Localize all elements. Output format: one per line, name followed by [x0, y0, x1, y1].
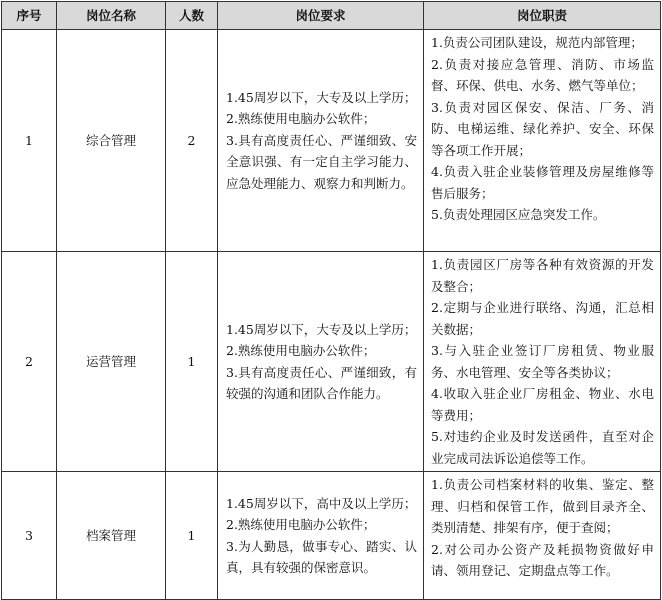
row-count: 1	[166, 252, 218, 472]
requirement-item: 2.熟练使用电脑办公软件；	[226, 343, 376, 358]
table-row	[2, 252, 661, 472]
header-count: 人数	[166, 2, 218, 30]
duty-item: 2.负责对接应急管理、消防、市场监督、环保、供电、水务、燃气等单位；	[431, 56, 654, 93]
duty-item: 2.定期与企业进行联络、沟通，汇总相关数据；	[431, 300, 654, 337]
table-row	[2, 30, 661, 252]
requirement-item: 1.45周岁以下，大专及以上学历；	[226, 89, 417, 105]
job-positions-table	[1, 1, 661, 600]
duty-item: 4.负责入驻企业装修管理及房屋维修等售后服务；	[431, 164, 654, 201]
requirement-item: 1.45周岁以下，高中及以上学历；	[226, 495, 417, 511]
row-requirements	[218, 472, 424, 600]
row-requirements	[218, 30, 424, 252]
duty-item: 5.对违约企业及时发送函件，直至对企业完成司法诉讼追偿等工作。	[431, 429, 654, 466]
duty-item: 5.负责处理园区应急突发工作。	[431, 207, 606, 222]
row-duties	[424, 30, 661, 252]
requirement-item: 2.熟练使用电脑办公软件；	[226, 111, 376, 127]
requirement-item: 3.具有高度责任心、严谨细致、安全意识强、有一定自主学习能力、应急处理能力、观察力和判断力。	[226, 132, 417, 191]
row-title: 运营管理	[57, 252, 166, 472]
row-duties	[424, 252, 661, 472]
header-no: 序号	[2, 2, 57, 30]
requirement-item: 3.具有高度责任心、严谨细致，有较强的沟通和团队合作能力。	[226, 364, 417, 401]
row-count: 1	[166, 472, 218, 600]
row-count: 2	[166, 30, 218, 252]
row-no: 2	[2, 252, 57, 472]
header-title: 岗位名称	[57, 2, 166, 30]
row-no: 1	[2, 30, 57, 252]
duty-item: 3.与入驻企业签订厂房租赁、物业服务、水电管理、安全等各类协议；	[431, 343, 654, 380]
requirement-item: 1.45周岁以下，大专及以上学历；	[226, 321, 417, 337]
duty-item: 4.收取入驻企业厂房租金、物业、水电等费用；	[431, 386, 654, 423]
row-duties	[424, 472, 661, 600]
duty-item: 1.负责公司团队建设，规范内部管理；	[431, 35, 643, 50]
duty-item: 1.负责公司档案材料的收集、鉴定、整理、归档和保管工作，做到目录齐全、类别清楚、排架有序，便于查阅；	[431, 477, 654, 535]
row-no: 3	[2, 472, 57, 600]
requirement-item: 2.熟练使用电脑办公软件；	[226, 517, 376, 532]
duty-item: 2.对公司办公资产及耗损物资做好申请、领用登记、定期盘点等工作。	[431, 541, 654, 578]
header-duties: 岗位职责	[424, 2, 661, 30]
row-requirements	[218, 252, 424, 472]
requirement-item: 3.为人勤恳，做事专心、踏实、认真，具有较强的保密意识。	[226, 538, 417, 575]
duty-item: 1.负责园区厂房等各种有效资源的开发及整合；	[431, 257, 654, 294]
row-title: 综合管理	[57, 30, 166, 252]
row-title: 档案管理	[57, 472, 166, 600]
header-row	[2, 2, 661, 30]
duty-item: 3.负责对园区保安、保洁、厂务、消防、电梯运维、绿化养护、安全、环保等各项工作开展；	[431, 99, 654, 158]
header-requirements: 岗位要求	[218, 2, 424, 30]
table-row	[2, 472, 661, 600]
